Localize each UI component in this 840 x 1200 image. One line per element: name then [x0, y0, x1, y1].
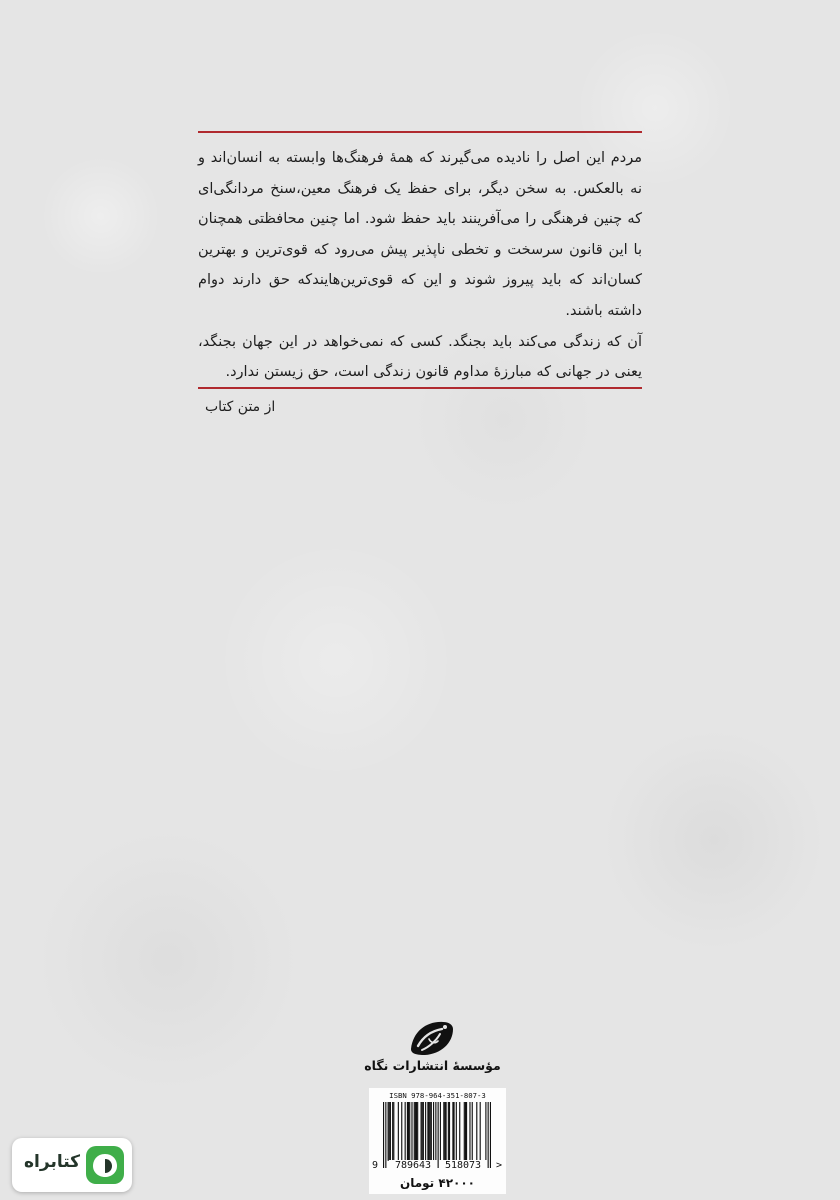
- barcode-bar: [428, 1102, 429, 1161]
- ketabrah-watermark: [12, 1138, 132, 1192]
- source-note: از متن کتاب: [205, 399, 276, 415]
- barcode-bar: [417, 1102, 418, 1161]
- barcode-bar: [389, 1102, 390, 1161]
- barcode-bar: [423, 1102, 424, 1161]
- barcode-bar: [488, 1102, 489, 1168]
- barcode-bar: [398, 1102, 399, 1161]
- ketabrah-logo-icon: [86, 1146, 124, 1184]
- barcode-bar: [465, 1102, 466, 1161]
- barcode-bar: [408, 1102, 409, 1161]
- barcode-bar: [409, 1102, 410, 1161]
- top-divider: [198, 131, 642, 133]
- barcode-bar: [405, 1102, 406, 1161]
- bottom-divider: [198, 387, 642, 389]
- barcode-bar: [414, 1102, 415, 1161]
- publisher-name: مؤسسهٔ انتشارات نگاه: [364, 1058, 501, 1073]
- excerpt-line: کسان‌اند که باید پیروز شوند و این که قوی‌ترین‌هایندکه حق دارند دوام: [198, 272, 642, 289]
- barcode-bar: [485, 1102, 486, 1161]
- publisher-logo-icon: [409, 1019, 455, 1057]
- barcode-bar: [438, 1102, 439, 1168]
- barcode-bar: [452, 1102, 453, 1161]
- excerpt-line: با این قانون سرسخت و تخطی ناپذیر پیش می‌رود که قوی‌ترین و بهترین: [198, 241, 642, 258]
- ketabrah-brand-text: کتابراه: [24, 1152, 81, 1172]
- barcode-bar: [393, 1102, 394, 1161]
- barcode-bar: [476, 1102, 477, 1161]
- barcode-bar: [464, 1102, 465, 1161]
- barcode-bar: [433, 1102, 434, 1161]
- barcode-bar: [431, 1102, 432, 1161]
- barcode-left-digits: 789643: [389, 1160, 437, 1171]
- barcode-bar: [421, 1102, 422, 1161]
- excerpt-line: داشته باشند.: [565, 302, 642, 319]
- excerpt-line: نه بالعکس. به سخن دیگر، برای حفظ یک فرهنگ معین،سنخ مردانگی‌ای: [198, 180, 642, 197]
- barcode-bar: [430, 1102, 431, 1161]
- barcode-bar: [411, 1102, 412, 1161]
- barcode-bar: [469, 1102, 470, 1161]
- excerpt-line: که چنین فرهنگی را می‌آفرینند باید حفظ شود. اما چنین محافظتی همچنان: [198, 211, 642, 228]
- barcode-bar: [390, 1102, 391, 1161]
- barcode-bar: [443, 1102, 444, 1161]
- barcode-bar: [401, 1102, 402, 1161]
- barcode-bar: [459, 1102, 460, 1161]
- barcode-panel: [369, 1088, 506, 1194]
- barcode-bar: [446, 1102, 447, 1161]
- barcode-bar: [388, 1102, 389, 1161]
- barcode-bar: [407, 1102, 408, 1161]
- barcode: [383, 1102, 491, 1168]
- barcode-bar: [448, 1102, 449, 1161]
- excerpt-line: مردم این اصل را نادیده می‌گیرند که همهٔ فرهنگ‌ها وابسته به انسان‌اند و: [198, 150, 642, 166]
- barcode-bar: [416, 1102, 417, 1161]
- barcode-first-digit: 9: [372, 1160, 379, 1171]
- barcode-bar: [422, 1102, 423, 1161]
- barcode-right-digits: 518073: [439, 1160, 487, 1171]
- barcode-bar: [425, 1102, 426, 1161]
- excerpt-line: آن که زندگی می‌کند باید بجنگد. کسی که نمی‌خواهد در این جهان بجنگد،: [198, 333, 642, 350]
- barcode-bar: [444, 1102, 445, 1161]
- barcode-bar: [385, 1102, 386, 1168]
- isbn-label: ISBN 978-964-351-807-3: [389, 1091, 486, 1100]
- barcode-bar: [456, 1102, 457, 1161]
- barcode-bar: [415, 1102, 416, 1161]
- barcode-bar: [472, 1102, 473, 1161]
- barcode-bar: [383, 1102, 384, 1168]
- barcode-bar: [490, 1102, 491, 1168]
- excerpt-line: یعنی در جهانی که مبارزهٔ مداوم قانون زندگی است، حق زیستن ندارد.: [225, 364, 642, 381]
- barcode-bar: [480, 1102, 481, 1161]
- barcode-bar: [440, 1102, 441, 1161]
- barcode-bar: [427, 1102, 428, 1161]
- price-label: ۴۲۰۰۰ تومان: [399, 1176, 475, 1190]
- barcode-bar: [449, 1102, 450, 1161]
- barcode-bar: [435, 1102, 436, 1168]
- book-excerpt: [198, 143, 642, 388]
- barcode-bar: [453, 1102, 454, 1161]
- barcode-bar: [392, 1102, 393, 1161]
- barcode-quiet-mark: >: [496, 1160, 503, 1171]
- barcode-bar: [466, 1102, 467, 1161]
